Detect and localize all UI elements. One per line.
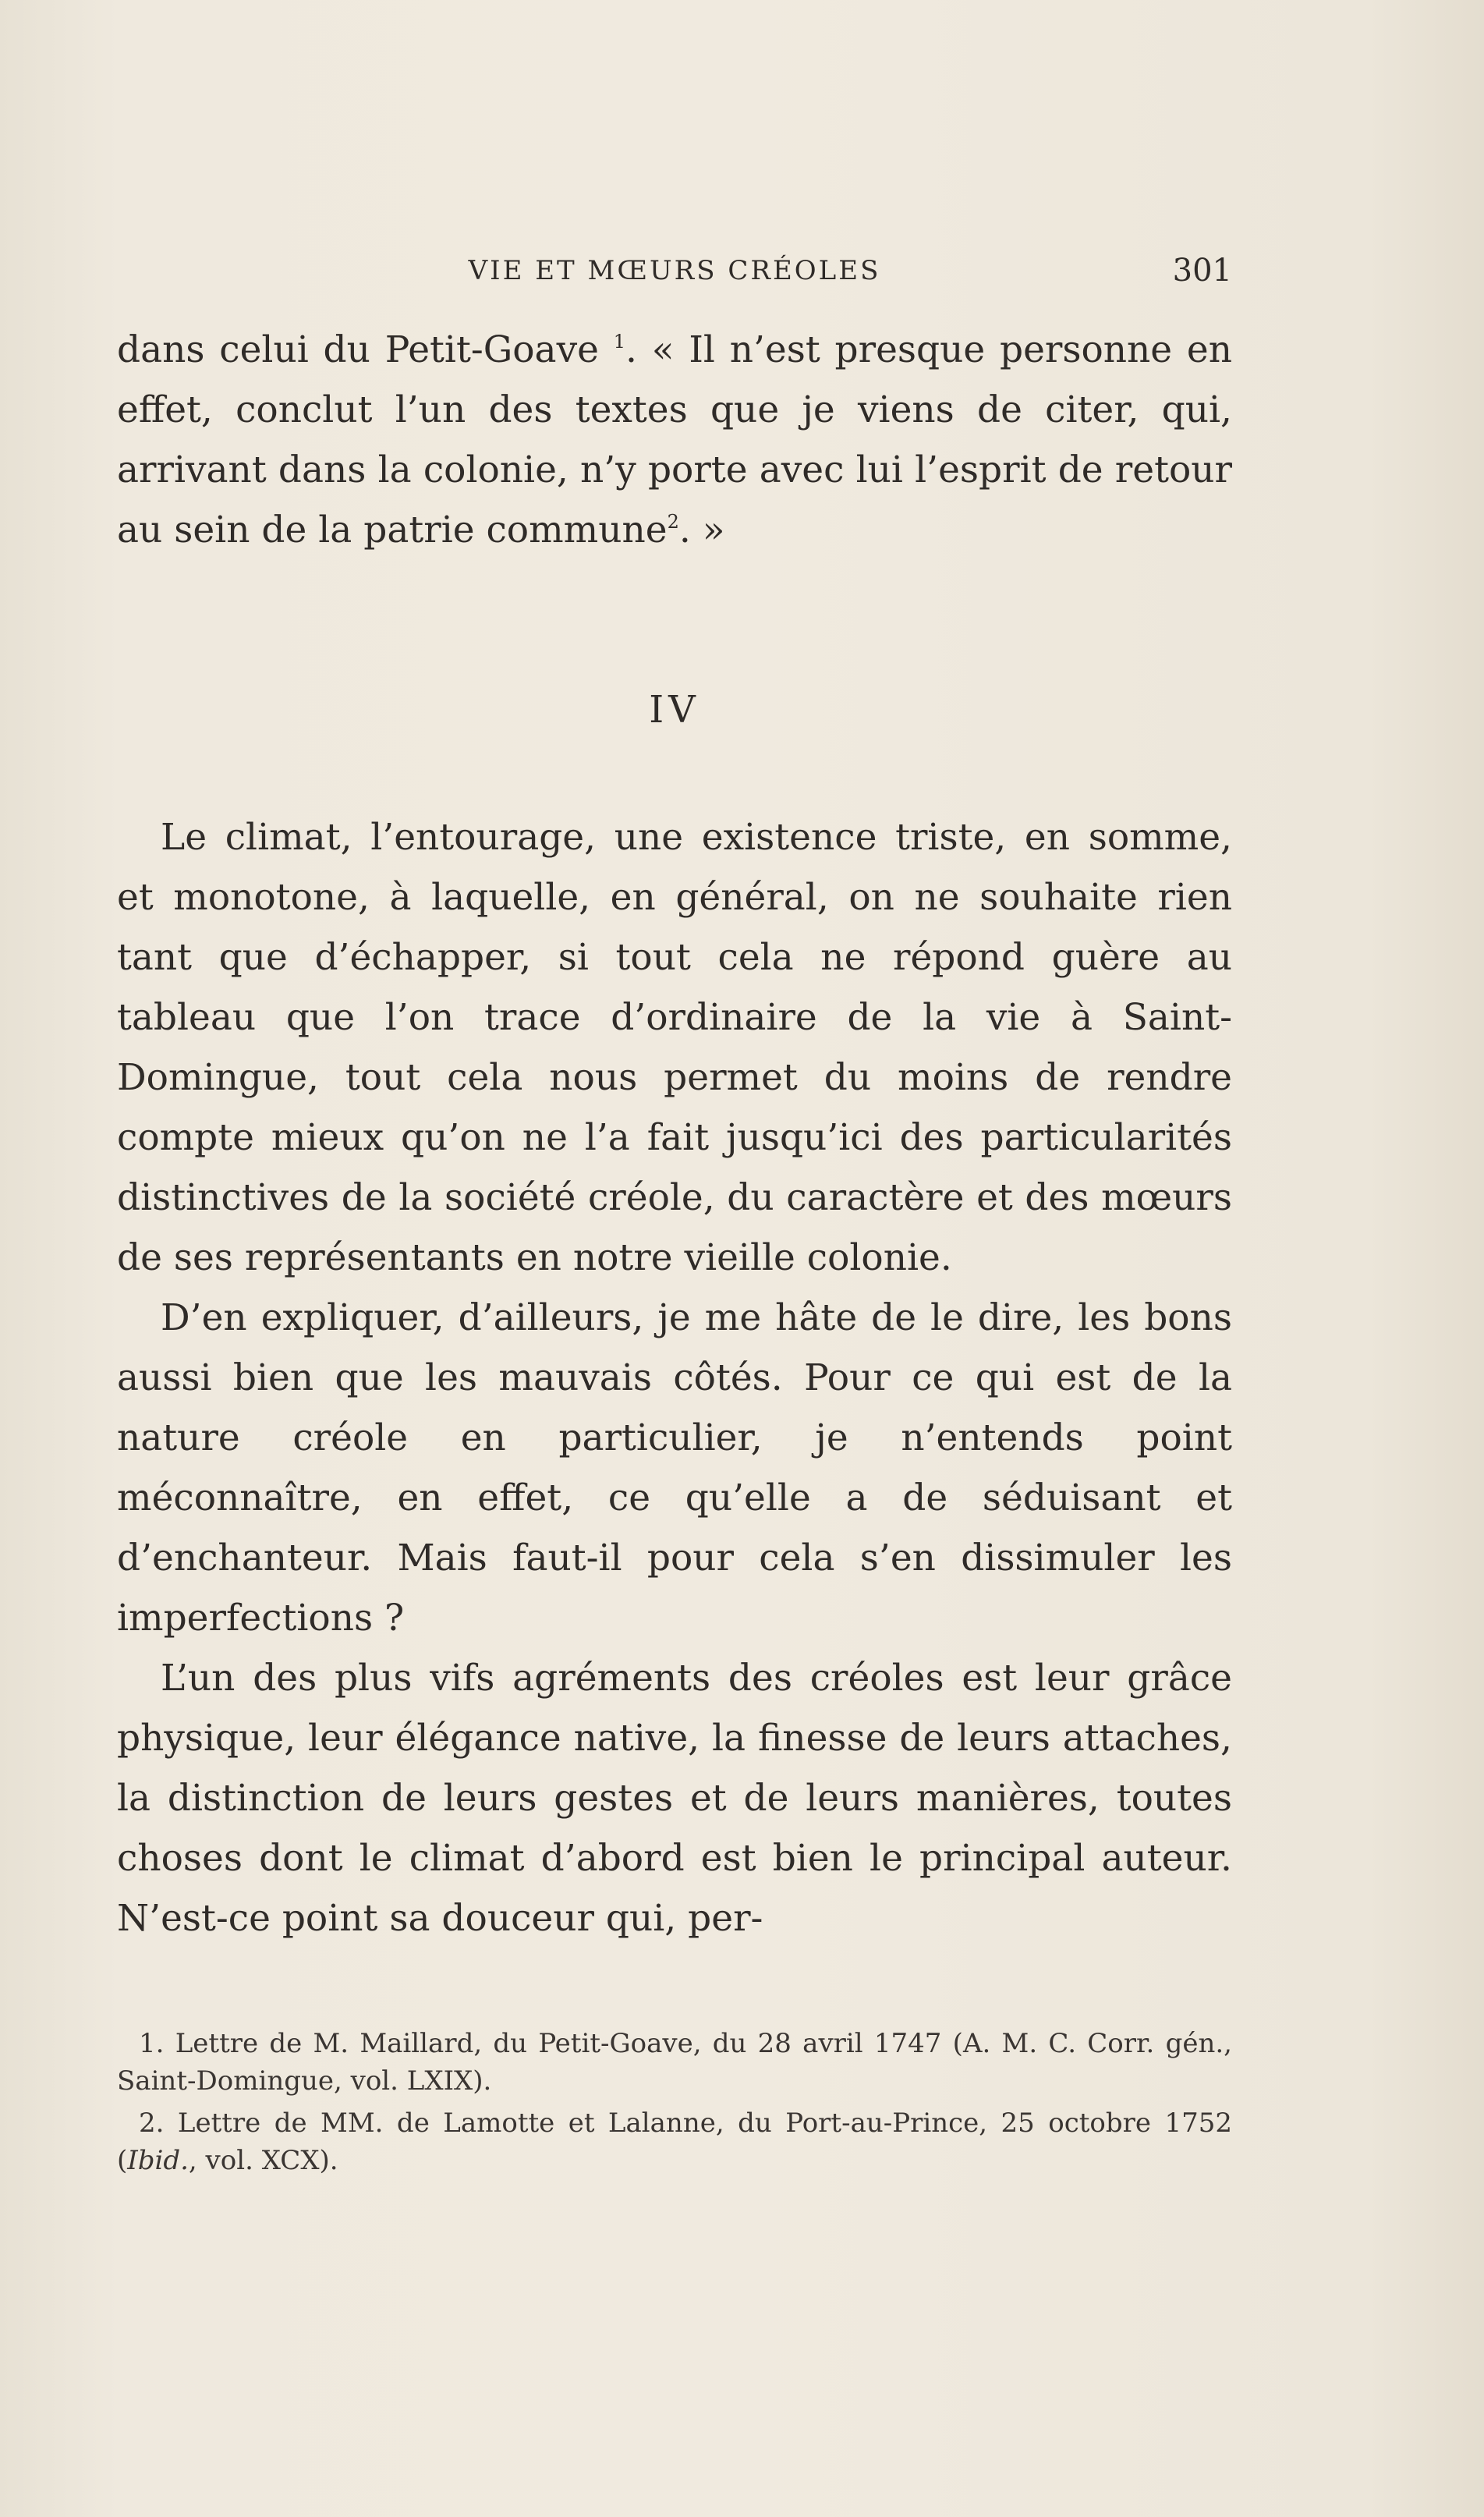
footnote-1 [117,2025,1232,2100]
paragraph: Le climat, l’entourage, une existence triste, en somme, et monotone, à laquelle, en général, on ne souhaite rien tant que d’échapper, si tout cela ne répond guère au tableau que l’on trace d’ordinaire de la vie à Saint-Domingue, tout cela nous permet du moins de rendre compte mieux qu’on ne l’a fait jusqu’ici des particularités distinctives de la société créole, du caractère et des mœurs de ses représentants en notre vieille colonie. [117,816,1232,1279]
footnote-2 [117,2104,1232,2179]
page-number: 301 [1172,253,1232,289]
footnote-ref-1: 1 [613,331,626,353]
paragraph: D’en expliquer, d’ailleurs, je me hâte de le dire, les bons aussi bien que les mauvais côtés. Pour ce qui est de la nature créole en particulier, je n’entends point méconnaître, en effet, ce qu’elle a de séduisant et d’enchanteur. Mais faut-il pour cela s’en dissimuler les imperfections ? [117,1296,1232,1640]
footnote-number: 2. [139,2108,165,2139]
footnote-ibid: Ibid. [127,2145,189,2176]
paragraph-text [117,320,1232,560]
footnote-text: Lettre de MM. de Lamotte et Lalanne, du Port-au-Prince, 25 octobre 1752 ( [117,2108,1232,2176]
footnote-ref-2: 2 [667,511,679,533]
text-span: . « Il n’est presque personne en effet, conclut l’un des textes que je viens de citer, qui, arrivant dans la colonie, n’y porte avec lui l’esprit de retour au sein de la patrie commune [117,328,1232,551]
section-heading: IV [649,688,700,732]
footnotes [117,2025,1232,2184]
running-title: VIE ET MŒURS CRÉOLES [468,255,881,286]
footnote-text: Lettre de M. Maillard, du Petit-Goave, du 28 avril 1747 (A. M. C. Corr. gén., Saint-Domingue, vol. LXIX). [117,2028,1232,2097]
footnote-text: , vol. XCX). [188,2145,338,2176]
section-body [117,807,1232,1948]
text-span: dans celui du Petit-Goave [117,328,614,371]
text-span: . » [678,509,725,551]
continuation-paragraph [117,320,1232,560]
footnote-number: 1. [139,2028,165,2059]
paragraph: L’un des plus vifs agréments des créoles est leur grâce physique, leur élégance native, la finesse de leurs attaches, la distinction de leurs gestes et de leurs manières, toutes choses dont le climat d’abord est bien le principal auteur. N’est-ce point sa douceur qui, per- [117,1657,1232,1940]
running-header [117,253,1232,289]
